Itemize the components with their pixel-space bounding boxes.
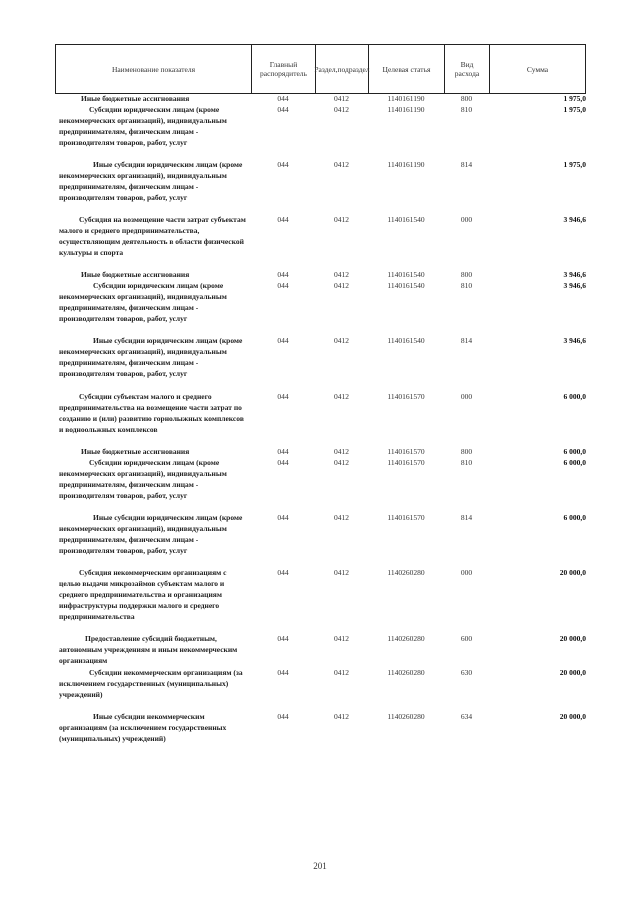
row-vr: 814 [460,160,473,169]
row-cs: 1140260280 [387,712,425,721]
row-rz: 0412 [334,105,349,114]
row-sum: 3 946,6 [563,215,586,224]
row-sum: 6 000,0 [563,458,586,467]
row-vr: 810 [460,281,473,290]
header-rz: Раздел,подраздел [316,45,369,93]
row-rz: 0412 [334,336,349,345]
row-cs: 1140161540 [387,215,425,224]
header-gr: Главный распорядитель [252,45,316,93]
row-cs: 1140260280 [387,634,425,643]
row-gr: 044 [277,270,289,279]
row-vr: 800 [460,94,473,103]
row-vr: 000 [460,215,473,224]
header-sum: Сумма [526,64,549,74]
row-name: Субсидии субъектам малого и среднего предпринимательства на возмещение части затрат по созданию и (или) развитию горнолыжных комплексов и водноольжных комплексов [59,392,244,434]
row-rz: 0412 [334,281,349,290]
row-name: Иные субсидии юридическим лицам (кроме некоммерческих организаций), индивидуальным предпринимателям, физическим лицам - производителям товаров, работ, услуг [59,513,243,555]
row-cs: 1140161570 [387,392,425,401]
header-name: Наименование показателя [56,45,252,93]
row-rz: 0412 [334,458,349,467]
row-cs: 1140161540 [387,270,425,279]
row-rz: 0412 [334,712,349,721]
row-rz: 0412 [334,270,349,279]
row-rz: 0412 [334,392,349,401]
row-name: Субсидии юридическим лицам (кроме некоммерческих организаций), индивидуальным предпринимателям, физическим лицам - производителям товаров, работ, услуг [59,458,227,500]
row-sum: 6 000,0 [563,447,586,456]
row-name: Иные субсидии юридическим лицам (кроме некоммерческих организаций), индивидуальным предпринимателям, физическим лицам - производителям товаров, работ, услуг [59,160,243,202]
row-sum: 3 946,6 [563,281,586,290]
row-cs: 1140161190 [387,94,425,103]
row-sum: 1 975,0 [563,160,586,169]
row-rz: 0412 [334,215,349,224]
row-gr: 044 [277,513,289,522]
row-vr: 630 [460,668,473,677]
row-name: Иные бюджетные ассигнования [81,447,190,456]
row-name: Субсидии некоммерческим организациям (за исключением государственных (муниципальных) учреждений) [59,668,243,699]
row-vr: 814 [460,336,473,345]
row-cs: 1140161570 [387,447,425,456]
page-number: 201 [313,861,327,871]
row-gr: 044 [277,215,289,224]
row-rz: 0412 [334,447,349,456]
row-sum: 6 000,0 [563,513,586,522]
row-vr: 800 [460,447,473,456]
row-vr: 600 [460,634,473,643]
row-cs: 1140161540 [387,336,425,345]
row-sum: 20 000,0 [559,634,586,643]
row-sum: 20 000,0 [559,668,586,677]
table-header [55,44,586,94]
row-name: Субсидия некоммерческим организациям с целью выдачи микрозаймов субъектам малого и среднего предпринимательства и организациям инфраструктуры поддержки малого и среднего предпринимательства [59,568,227,621]
row-name: Субсидии юридическим лицам (кроме некоммерческих организаций), индивидуальным предпринимателям, физическим лицам - производителям товаров, работ, услуг [59,105,227,147]
row-gr: 044 [277,281,289,290]
row-gr: 044 [277,336,289,345]
row-name: Предоставление субсидий бюджетным, автономным учреждениям и иным некоммерческим организациям [59,634,238,665]
row-cs: 1140161190 [387,105,425,114]
row-rz: 0412 [334,634,349,643]
row-cs: 1140161570 [387,513,425,522]
row-sum: 20 000,0 [559,712,586,721]
row-rz: 0412 [334,94,349,103]
header-vr: Вид расхода [445,45,490,93]
row-cs: 1140161190 [387,160,425,169]
row-name: Иные бюджетные ассигнования [81,94,190,103]
row-vr: 810 [460,105,473,114]
row-name: Иные субсидии юридическим лицам (кроме некоммерческих организаций), индивидуальным предпринимателям, физическим лицам - производителям товаров, работ, услуг [59,336,243,378]
row-vr: 814 [460,513,473,522]
row-rz: 0412 [334,668,349,677]
row-gr: 044 [277,634,289,643]
row-name: Субсидии юридическим лицам (кроме некоммерческих организаций), индивидуальным предпринимателям, физическим лицам - производителям товаров, работ, услуг [59,281,227,323]
row-vr: 800 [460,270,473,279]
row-name: Иные субсидии некоммерческим организациям (за исключением государственных (муниципальных) учреждений) [59,712,227,743]
row-cs: 1140161570 [387,458,425,467]
row-gr: 044 [277,392,289,401]
row-gr: 044 [277,458,289,467]
row-name: Иные бюджетные ассигнования [81,270,190,279]
header-cs: Целевая статья [369,45,445,93]
row-sum: 3 946,6 [563,270,586,279]
row-vr: 000 [460,392,473,401]
row-sum: 1 975,0 [563,105,586,114]
row-rz: 0412 [334,568,349,577]
row-rz: 0412 [334,513,349,522]
row-gr: 044 [277,668,289,677]
row-vr: 810 [460,458,473,467]
row-sum: 20 000,0 [559,568,586,577]
row-name: Субсидия на возмещение части затрат субъектам малого и среднего предпринимательства, осуществляющим деятельность в области физической культуры и спорта [59,215,246,257]
row-vr: 634 [460,712,473,721]
row-gr: 044 [277,160,289,169]
row-cs: 1140260280 [387,668,425,677]
row-gr: 044 [277,568,289,577]
row-sum: 1 975,0 [563,94,586,103]
row-cs: 1140161540 [387,281,425,290]
row-sum: 6 000,0 [563,392,586,401]
row-gr: 044 [277,447,289,456]
row-gr: 044 [277,105,289,114]
row-rz: 0412 [334,160,349,169]
row-sum: 3 946,6 [563,336,586,345]
row-cs: 1140260280 [387,568,425,577]
row-gr: 044 [277,94,289,103]
row-vr: 000 [460,568,473,577]
row-gr: 044 [277,712,289,721]
